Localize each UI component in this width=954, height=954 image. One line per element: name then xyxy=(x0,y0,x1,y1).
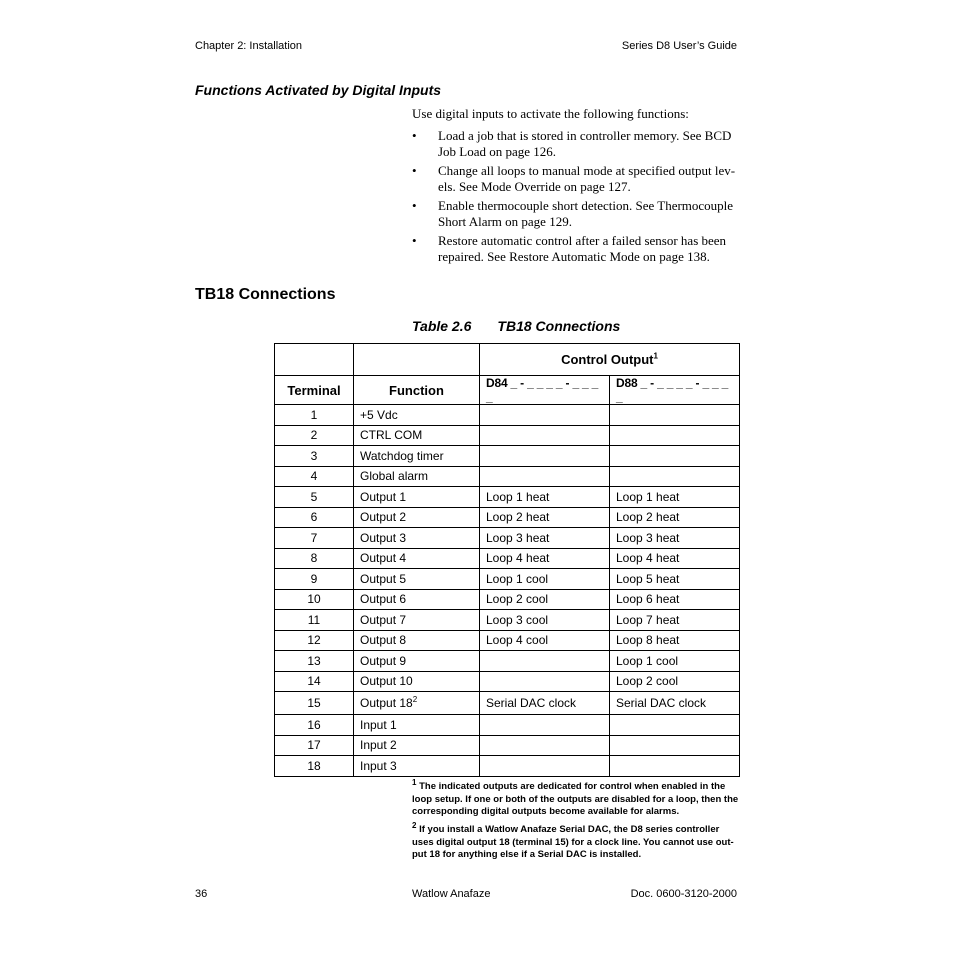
bullet-icon: • xyxy=(412,128,417,143)
terminal-cell: 14 xyxy=(275,671,354,692)
table-caption xyxy=(412,318,620,334)
d88-cell xyxy=(610,446,740,467)
function-cell: +5 Vdc xyxy=(354,405,480,426)
tb18-connections-table xyxy=(274,343,740,777)
function-cell: Output 10 xyxy=(354,671,480,692)
d84-cell xyxy=(480,671,610,692)
terminal-cell: 6 xyxy=(275,507,354,528)
table-row xyxy=(275,610,740,631)
footnote-text: If you install a Watlow Anafaze Serial DAC, the D8 series controller uses digital output 18 (terminal 15) for a clock line. You cannot use out-put 18 for anything else if a Serial DAC is installed. xyxy=(412,824,734,860)
bullet-line: Load a job that is stored in controller memory. See BCD xyxy=(438,128,732,143)
d84-cell: Loop 4 cool xyxy=(480,630,610,651)
terminal-cell: 4 xyxy=(275,466,354,487)
function-cell: Input 3 xyxy=(354,756,480,777)
d88-cell: Loop 8 heat xyxy=(610,630,740,651)
d88-cell xyxy=(610,405,740,426)
function-cell: Output 5 xyxy=(354,569,480,590)
terminal-cell: 9 xyxy=(275,569,354,590)
table-row xyxy=(275,735,740,756)
bullet-line: Change all loops to manual mode at specified output lev- xyxy=(438,163,736,178)
bullet-line: repaired. See Restore Automatic Mode on page 138. xyxy=(438,248,710,264)
column-header-terminal: Terminal xyxy=(275,376,354,405)
table-caption-number: Table 2.6 xyxy=(412,318,472,334)
d84-cell xyxy=(480,715,610,736)
table-caption-title: TB18 Connections xyxy=(497,318,621,334)
d88-cell: Loop 1 cool xyxy=(610,651,740,672)
function-text: Output 18 xyxy=(360,696,413,710)
terminal-cell: 1 xyxy=(275,405,354,426)
d88-cell: Loop 3 heat xyxy=(610,528,740,549)
section-heading: Functions Activated by Digital Inputs xyxy=(195,82,442,98)
table-row xyxy=(275,487,740,508)
blank-header-cell xyxy=(354,344,480,376)
table-row xyxy=(275,446,740,467)
function-cell: Output 7 xyxy=(354,610,480,631)
footnote-marker: 2 xyxy=(412,695,418,704)
bullet-icon: • xyxy=(412,163,417,178)
d88-cell: Serial DAC clock xyxy=(610,692,740,715)
footnote-mark: 1 xyxy=(412,777,417,787)
footer-doc-number: Doc. 0600-3120-2000 xyxy=(630,888,737,900)
d88-cell: Loop 6 heat xyxy=(610,589,740,610)
terminal-cell: 17 xyxy=(275,735,354,756)
control-output-header xyxy=(480,344,740,376)
table-row xyxy=(275,405,740,426)
terminal-cell: 10 xyxy=(275,589,354,610)
footnote-2 xyxy=(412,820,742,862)
d84-cell xyxy=(480,405,610,426)
bullet-item xyxy=(412,163,742,194)
function-cell: CTRL COM xyxy=(354,425,480,446)
table-column-header-row xyxy=(275,376,740,405)
table-row xyxy=(275,569,740,590)
table-row xyxy=(275,630,740,651)
table-top-header-row xyxy=(275,344,740,376)
d84-cell: Loop 2 heat xyxy=(480,507,610,528)
d88-cell: Loop 2 cool xyxy=(610,671,740,692)
bullet-item xyxy=(412,198,742,229)
table-row xyxy=(275,671,740,692)
terminal-cell: 16 xyxy=(275,715,354,736)
footnote-mark: 2 xyxy=(412,820,417,830)
footnote-marker: 1 xyxy=(653,351,658,361)
d88-cell xyxy=(610,735,740,756)
d88-cell: Loop 5 heat xyxy=(610,569,740,590)
terminal-cell: 13 xyxy=(275,651,354,672)
terminal-cell: 5 xyxy=(275,487,354,508)
footnote-text: The indicated outputs are dedicated for control when enabled in the loop setup. If one or both of the outputs are disabled for a loop, then the corresponding digital outputs become available for alarms. xyxy=(412,781,739,817)
bullet-line: Restore automatic control after a failed sensor has been xyxy=(438,233,727,248)
terminal-cell: 15 xyxy=(275,692,354,715)
terminal-cell: 12 xyxy=(275,630,354,651)
function-cell xyxy=(354,692,480,715)
footer-publisher: Watlow Anafaze xyxy=(412,888,491,900)
running-header-title: Series D8 User’s Guide xyxy=(621,40,737,52)
function-cell: Output 6 xyxy=(354,589,480,610)
table-row xyxy=(275,548,740,569)
d84-cell: Loop 2 cool xyxy=(480,589,610,610)
function-cell: Output 9 xyxy=(354,651,480,672)
function-cell: Watchdog timer xyxy=(354,446,480,467)
blank-header-cell xyxy=(275,344,354,376)
d84-cell: Loop 3 cool xyxy=(480,610,610,631)
bullet-line: els. See Mode Override on page 127. xyxy=(438,178,631,194)
table-row xyxy=(275,466,740,487)
d84-cell xyxy=(480,425,610,446)
function-cell: Output 1 xyxy=(354,487,480,508)
terminal-cell: 8 xyxy=(275,548,354,569)
bullet-icon: • xyxy=(412,198,417,213)
terminal-cell: 7 xyxy=(275,528,354,549)
d84-cell: Loop 3 heat xyxy=(480,528,610,549)
terminal-cell: 3 xyxy=(275,446,354,467)
d84-cell: Loop 4 heat xyxy=(480,548,610,569)
function-cell: Input 1 xyxy=(354,715,480,736)
footnote-1 xyxy=(412,777,742,819)
terminal-cell: 18 xyxy=(275,756,354,777)
running-header-chapter: Chapter 2: Installation xyxy=(195,40,303,52)
function-bullet-list xyxy=(412,128,742,268)
table-row xyxy=(275,715,740,736)
table-row xyxy=(275,507,740,528)
terminal-cell: 11 xyxy=(275,610,354,631)
d84-cell: Loop 1 heat xyxy=(480,487,610,508)
table-row xyxy=(275,692,740,715)
d88-cell xyxy=(610,756,740,777)
d88-cell: Loop 2 heat xyxy=(610,507,740,528)
page-number: 36 xyxy=(195,888,208,900)
d84-cell xyxy=(480,735,610,756)
d84-cell xyxy=(480,446,610,467)
table-row xyxy=(275,756,740,777)
bullet-icon: • xyxy=(412,233,417,248)
d84-cell: Serial DAC clock xyxy=(480,692,610,715)
control-output-label: Control Output xyxy=(561,352,654,367)
function-cell: Output 4 xyxy=(354,548,480,569)
bullet-item xyxy=(412,128,742,159)
table-row xyxy=(275,528,740,549)
tb18-heading: TB18 Connections xyxy=(195,286,336,303)
d84-cell xyxy=(480,756,610,777)
d84-cell xyxy=(480,651,610,672)
intro-paragraph: Use digital inputs to activate the following functions: xyxy=(412,106,689,121)
d88-cell xyxy=(610,715,740,736)
terminal-cell: 2 xyxy=(275,425,354,446)
function-cell: Output 8 xyxy=(354,630,480,651)
bullet-line: Enable thermocouple short detection. See Thermocouple xyxy=(438,198,734,213)
function-cell: Global alarm xyxy=(354,466,480,487)
table-row xyxy=(275,589,740,610)
d88-cell: Loop 4 heat xyxy=(610,548,740,569)
table-row xyxy=(275,651,740,672)
d88-cell: Loop 7 heat xyxy=(610,610,740,631)
d88-cell xyxy=(610,466,740,487)
function-cell: Input 2 xyxy=(354,735,480,756)
table-row xyxy=(275,425,740,446)
d84-cell: Loop 1 cool xyxy=(480,569,610,590)
bullet-line: Job Load on page 126. xyxy=(438,143,557,159)
bullet-item xyxy=(412,233,742,264)
d88-cell xyxy=(610,425,740,446)
bullet-line: Short Alarm on page 129. xyxy=(438,213,572,229)
d84-cell xyxy=(480,466,610,487)
column-header-d84: D84 _ - _ _ _ _ - _ _ _ _ xyxy=(480,376,610,405)
d88-cell: Loop 1 heat xyxy=(610,487,740,508)
column-header-d88: D88 _ - _ _ _ _ - _ _ _ _ xyxy=(610,376,740,405)
function-cell: Output 2 xyxy=(354,507,480,528)
column-header-function: Function xyxy=(354,376,480,405)
function-cell: Output 3 xyxy=(354,528,480,549)
